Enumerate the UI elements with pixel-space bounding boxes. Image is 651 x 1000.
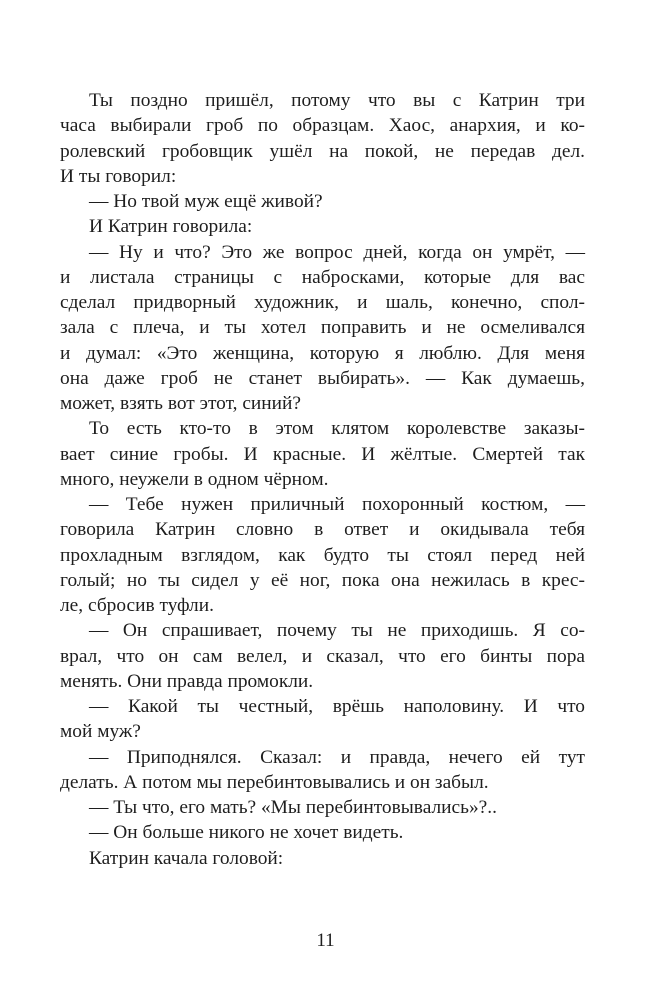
text-line: ле, сбросив туфли. (60, 595, 214, 616)
body-text (60, 88, 585, 871)
text-line: — Какой ты честный, врёшь наполовину. И что (89, 696, 585, 717)
text-line: — Но твой муж ещё живой? (89, 191, 323, 212)
text-line: ролевский гробовщик ушёл на покой, не передав дел. (60, 140, 585, 162)
text-line: может, взять вот этот, синий? (60, 393, 302, 414)
text-line: часа выбирали гроб по образцам. Хаос, анархия, и ко- (60, 115, 585, 137)
text-line: — Ну и что? Это же вопрос дней, когда он умрёт, — (89, 241, 585, 263)
text-line: голый; но ты сидел у её ног, пока она нежилась в крес- (60, 569, 585, 591)
text-line: вает синие гробы. И красные. И жёлтые. Смертей так (60, 443, 585, 465)
text-line: — Ты что, его мать? «Мы перебинтовывались»?.. (89, 797, 497, 818)
text-line: И ты говорил: (60, 165, 177, 187)
text-line: говорила Катрин словно в ответ и окидывала тебя (60, 519, 585, 541)
text-line: зала с плеча, и ты хотел поправить и не осмеливался (60, 317, 585, 339)
text-line: делать. А потом мы перебинтовывались и он забыл. (60, 771, 489, 793)
text-line: много, неужели в одном чёрном. (60, 468, 329, 490)
text-line: врал, что он сам велел, и сказал, что его бинты пора (60, 645, 585, 667)
text-line: мой муж? (60, 721, 141, 743)
text-line: сделал придворный художник, и шаль, конечно, спол- (60, 292, 585, 313)
text-line: она даже гроб не станет выбирать». — Как думаешь, (60, 367, 585, 389)
text-line: Катрин качала головой: (89, 847, 284, 869)
text-line: То есть кто-то в этом клятом королевстве заказы- (89, 418, 585, 440)
text-line: и листала страницы с набросками, которые для вас (60, 266, 585, 288)
text-line: прохладным взглядом, как будто ты стоял перед ней (60, 544, 585, 566)
text-line: и думал: «Это женщина, которую я люблю. Для меня (60, 342, 585, 364)
page-number: 11 (316, 930, 335, 951)
text-line: менять. Они правда промокли. (60, 670, 314, 692)
text-line: — Он спрашивает, почему ты не приходишь. Я со- (89, 620, 585, 642)
text-line: — Приподнялся. Сказал: и правда, нечего ей тут (89, 746, 585, 768)
text-line: Ты поздно пришёл, потому что вы с Катрин три (89, 90, 585, 111)
text-line: — Тебе нужен приличный похоронный костюм, — (89, 494, 585, 515)
text-line: И Катрин говорила: (89, 216, 253, 238)
text-line: — Он больше никого не хочет видеть. (89, 822, 404, 844)
